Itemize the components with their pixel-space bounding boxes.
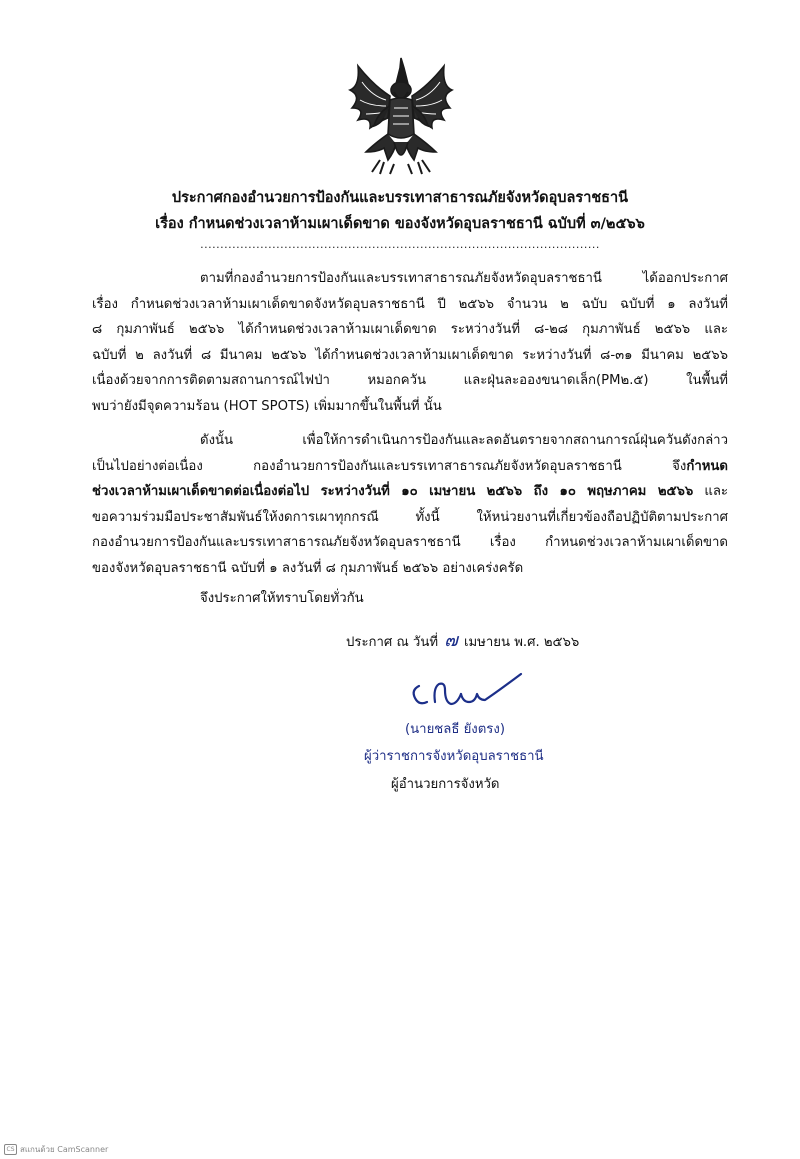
paragraph-1-line: เรื่อง กำหนดช่วงเวลาห้ามเผาเด็ดขาดจังหวัดอุบลราชธานี ปี ๒๕๖๖ จำนวน ๒ ฉบับ ฉบับที่ ๑ ลงวันที่ (92, 296, 728, 312)
announcement-subject: เรื่อง กำหนดช่วงเวลาห้ามเผาเด็ดขาด ของจังหวัดอุบลราชธานี ฉบับที่ ๓/๒๕๖๖ (155, 216, 645, 232)
paragraph-1-line: พบว่ายังมีจุดความร้อน (HOT SPOTS) เพิ่มมากขึ้นในพื้นที่ นั้น (92, 398, 442, 414)
scanner-watermark (4, 1143, 108, 1156)
ban-period-text: ช่วงเวลาห้ามเผาเด็ดขาดต่อเนื่องต่อไป ระหว่างวันที่ ๑๐ เมษายน ๒๕๖๖ ถึง ๑๐ พฤษภาคม ๒๕๖๖ (92, 484, 694, 500)
scanner-text: สแกนด้วย CamScanner (20, 1145, 109, 1154)
paragraph-2-line: ของจังหวัดอุบลราชธานี ฉบับที่ ๑ ลงวันที่ ๘ กุมภาพันธ์ ๒๕๖๖ อย่างเคร่งครัด (92, 560, 524, 576)
date-prefix: ประกาศ ณ วันที่ (346, 635, 439, 650)
paragraph-1-line: ตามที่กองอำนวยการป้องกันและบรรเทาสาธารณภัยจังหวัดอุบลราชธานี ได้ออกประกาศ (200, 271, 728, 286)
date-suffix: เมษายน พ.ศ. ๒๕๖๖ (463, 635, 580, 650)
signature-icon (405, 668, 525, 716)
paragraph-2 (92, 428, 728, 582)
paragraph-2-text: เป็นไปอย่างต่อเนื่อง กองอำนวยการป้องกันและบรรเทาสาธารณภัยจังหวัดอุบลราชธานี จึง (92, 458, 687, 474)
garuda-emblem-icon (344, 56, 458, 176)
paragraph-2-line (92, 479, 728, 505)
paragraph-2-line: กองอำนวยการป้องกันและบรรเทาสาธารณภัยจังหวัดอุบลราชธานี เรื่อง กำหนดช่วงเวลาห้ามเผาเด็ดขาด (92, 535, 728, 551)
paragraph-2-line (92, 454, 728, 480)
paragraph-2-text: และ (693, 484, 728, 500)
announcement-title: ประกาศกองอำนวยการป้องกันและบรรเทาสาธารณภัยจังหวัดอุบลราชธานี (171, 190, 629, 206)
paragraph-1-line: ๘ กุมภาพันธ์ ๒๕๖๖ ได้กำหนดช่วงเวลาห้ามเผาเด็ดขาด ระหว่างวันที่ ๘-๒๘ กุมภาพันธ์ ๒๕๖๖ และ (92, 322, 728, 338)
handwritten-day: ๗ (444, 630, 458, 651)
paragraph-1 (92, 266, 728, 420)
signer-name: (นายชลธี ยังตรง) (405, 722, 505, 737)
paragraph-2-line: ขอความร่วมมือประชาสัมพันธ์ให้งดการเผาทุกกรณี ทั้งนี้ ให้หน่วยงานที่เกี่ยวข้องถือปฏิบัติตามประกาศ (92, 509, 728, 525)
paragraph-1-line: ฉบับที่ ๒ ลงวันที่ ๘ มีนาคม ๒๕๖๖ ได้กำหนดช่วงเวลาห้ามเผาเด็ดขาด ระหว่างวันที่ ๘-๓๑ มีนาคม ๒๕๖๖ (92, 347, 728, 363)
signer-position: ผู้ว่าราชการจังหวัดอุบลราชธานี (364, 749, 544, 764)
paragraph-3: จึงประกาศให้ทราบโดยทั่วกัน (200, 591, 364, 606)
paragraph-1-line: เนื่องด้วยจากการติดตามสถานการณ์ไฟป่า หมอกควัน และฝุ่นละอองขนาดเล็ก(PM๒.๕) ในพื้นที่ (92, 373, 728, 389)
announcement-date (346, 625, 579, 654)
title-separator: .................................................................................................... (200, 238, 600, 251)
paragraph-2-line: ดังนั้น เพื่อให้การดำเนินการป้องกันและลดอันตรายจากสถานการณ์ฝุ่นควันดังกล่าว (200, 433, 728, 448)
signer-position-secondary: ผู้อำนวยการจังหวัด (391, 777, 500, 792)
paragraph-2-bold-text: กำหนด (686, 458, 728, 474)
camscanner-icon: CS (4, 1144, 17, 1155)
